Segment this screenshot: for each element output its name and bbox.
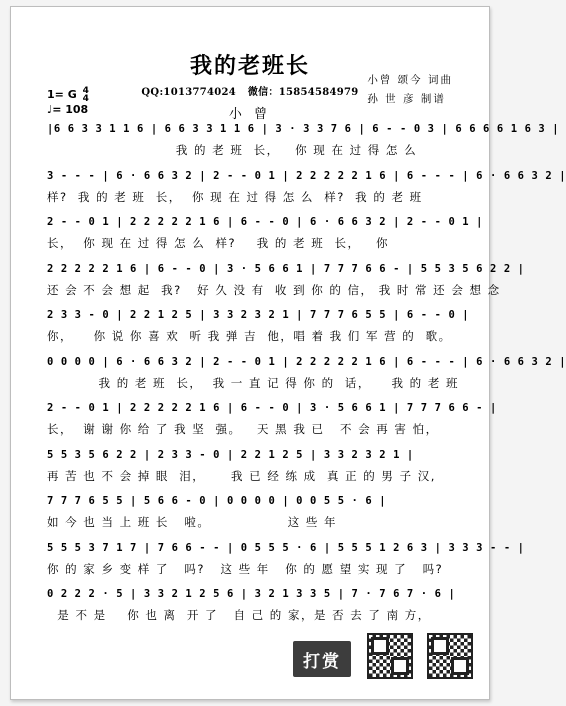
tempo-marking: ♩= 108 (47, 103, 89, 116)
lyric-line: 还 会 不 会 想 起 我? 好 久 没 有 收 到 你 的 信， 我 时 常 还 会 想 念 (47, 282, 501, 297)
lyric-line: 再 苦 也 不 会 掉 眼 泪， 我 已 经 练 成 真 正 的 男 子 汉, (47, 468, 436, 483)
lyric-line: 我 的 老 班 长， 我 一 直 记 得 你 的 话， 我 的 老 班 (47, 375, 459, 390)
wechat-number: 微信：15854584979 (247, 87, 359, 98)
notation-line: 3 - - - | 6 · 6 6 3 2 | 2 - - 0 1 | 2 2 2 2 2 1 6 | 6 - - - | 6 · 6 6 3 2 | (47, 169, 566, 182)
lyric-line: 如 今 也 当 上 班 长 啦。 这 些 年 (47, 515, 338, 529)
time-signature: 4 4 (82, 86, 89, 104)
reward-button[interactable]: 打赏 (293, 641, 351, 677)
notation-line: |6 6 3 3 1 1 6 | 6 6 3 3 1 1 6 | 3 · 3 3 7 6 | 6 - - 0 3 | 6 6 6 6 1 6 3 | (47, 123, 560, 135)
lyric-line: 长， 你 现 在 过 得 怎 么 样? 我 的 老 班 长， 你 (47, 236, 390, 250)
lyric-line: 你 的 家 乡 变 样 了 吗? 这 些 年 你 的 愿 望 实 现 了 吗? (47, 561, 444, 576)
lyric-line: 样? 我 的 老 班 长， 你 现 在 过 得 怎 么 样? 我 的 老 班 (47, 189, 423, 204)
qr-code-icon (367, 633, 413, 679)
sheet-music-page (10, 6, 566, 700)
notation-line: 2 2 2 2 2 1 6 | 6 - - 0 | 3 · 5 6 6 1 | 7 7 7 6 6 - | 5 5 3 5 6 2 2 | (47, 262, 525, 275)
notation-line: 5 5 3 5 6 2 2 | 2 3 3 - 0 | 2 2 1 2 5 | 3 3 2 3 2 1 | (47, 448, 414, 461)
lyric-line: 是 不 是 你 也 离 开 了 自 己 的 家，是 否 去 了 南 方， (47, 608, 431, 622)
key-tonic: 1= G (47, 88, 77, 101)
lyric-line: 你， 你 说 你 喜 欢 听 我 弹 吉 他，唱 着 我 们 军 营 的 歌。 (47, 329, 452, 343)
song-title: 我的老班长 (189, 54, 310, 79)
notation-line: 0 2 2 2 · 5 | 3 3 2 1 2 5 6 | 3 2 1 3 3 5 | 7 · 7 6 7 · 6 | (47, 588, 456, 600)
notation-line: 5 5 5 3 7 1 7 | 7 6 6 - - | 0 5 5 5 · 6 | 5 5 5 1 2 6 3 | 3 3 3 - - | (47, 541, 525, 554)
notation-line: 2 - - 0 1 | 2 2 2 2 2 1 6 | 6 - - 0 | 3 · 5 6 6 1 | 7 7 7 6 6 - | (47, 402, 497, 414)
qq-number: QQ:1013774024 (141, 87, 237, 98)
lyrics-credit: 小曾 颂今 词曲 (367, 74, 453, 86)
qr-code-icon (427, 633, 473, 679)
singer-name: 小 曾 (228, 107, 272, 122)
notation-line: 0 0 0 0 | 6 · 6 6 3 2 | 2 - - 0 1 | 2 2 2 2 2 1 6 | 6 - - - | 6 · 6 6 3 2 | (47, 355, 566, 368)
lyric-line: 我 的 老 班 长， 你 现 在 过 得 怎 么 (47, 143, 418, 157)
notation-line: 2 - - 0 1 | 2 2 2 2 2 1 6 | 6 - - 0 | 6 · 6 6 3 2 | 2 - - 0 1 | (47, 216, 484, 228)
notation-line: 7 7 7 6 5 5 | 5 6 6 - 0 | 0 0 0 0 | 0 0 5 5 · 6 | (47, 495, 387, 507)
lyric-line: 长， 谢 谢 你 给 了 我 坚 强。 天 黑 我 已 不 会 再 害 怕， (47, 422, 439, 436)
transcriber-credit: 孙 世 彦 制谱 (367, 93, 446, 105)
notation-line: 2 3 3 - 0 | 2 2 1 2 5 | 3 3 2 3 2 1 | 7 7 7 6 5 5 | 6 - - 0 | (47, 309, 470, 321)
